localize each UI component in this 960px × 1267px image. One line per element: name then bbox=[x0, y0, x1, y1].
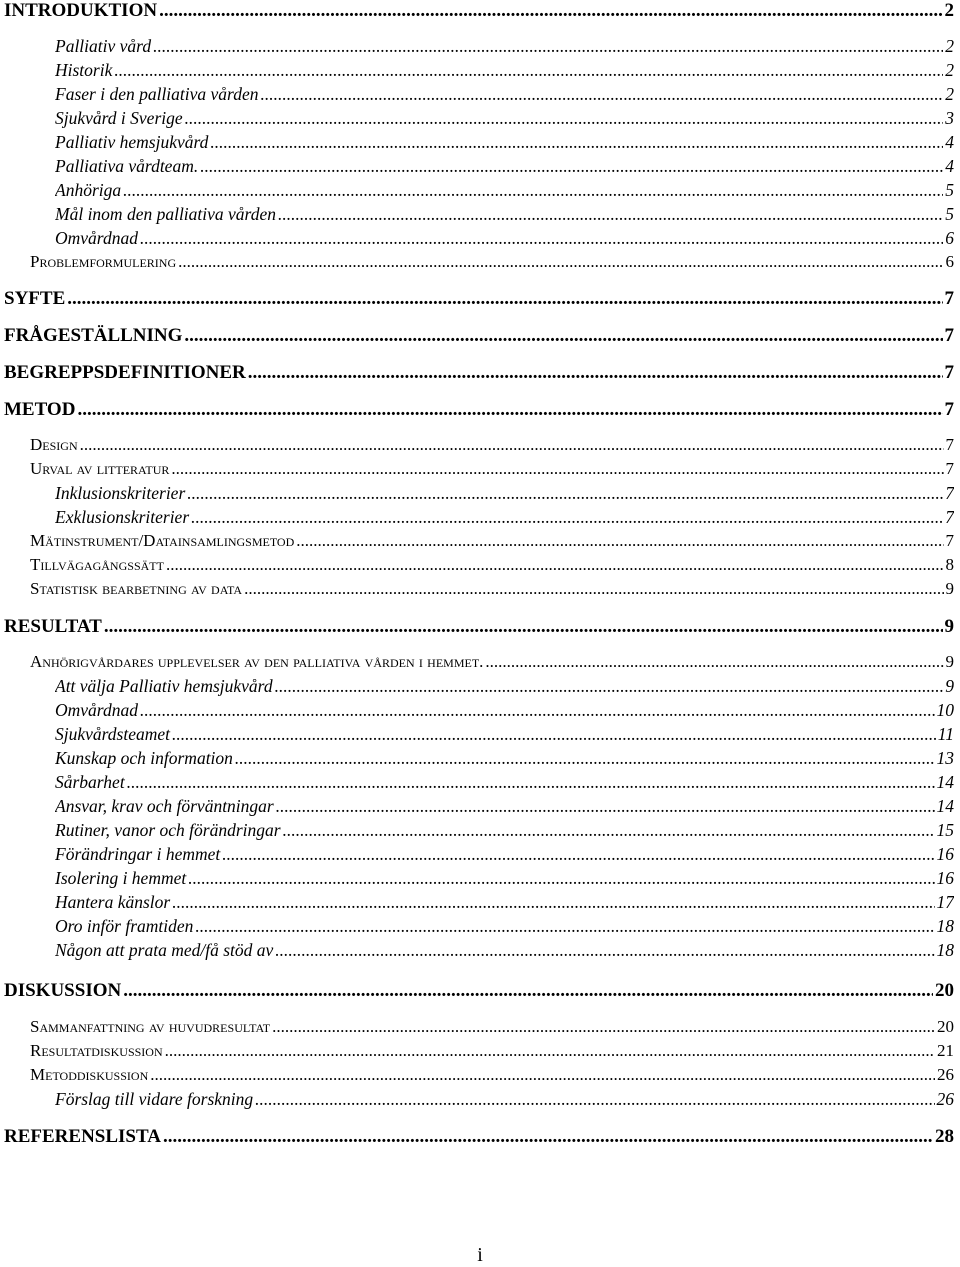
toc-entry-page: 5 bbox=[945, 204, 954, 224]
toc-dot-leader bbox=[255, 1089, 934, 1110]
toc-entry bbox=[55, 1089, 954, 1110]
toc-entry-title: Faser i den palliativa vården bbox=[55, 84, 259, 104]
toc-dot-leader bbox=[187, 483, 943, 504]
toc-dot-leader bbox=[104, 616, 943, 638]
toc-entry bbox=[55, 892, 954, 913]
toc-dot-leader bbox=[283, 820, 935, 841]
toc-dot-leader bbox=[172, 724, 936, 745]
toc-dot-leader bbox=[185, 108, 944, 129]
toc-entry-page: 28 bbox=[935, 1126, 954, 1147]
toc-entry-page: 6 bbox=[945, 252, 954, 271]
toc-entry-title: Historik bbox=[55, 60, 113, 80]
toc-entry-title: Resultatdiskussion bbox=[30, 1041, 163, 1060]
toc-entry-title: Urval av litteratur bbox=[30, 459, 170, 478]
toc-dot-leader bbox=[210, 132, 943, 153]
toc-entry bbox=[30, 252, 954, 272]
toc-entry bbox=[55, 204, 954, 225]
toc-dot-leader bbox=[260, 84, 943, 105]
toc-dot-leader bbox=[184, 325, 942, 347]
toc-entry-title: Tillvägagångssätt bbox=[30, 555, 164, 574]
toc-entry-title: INTRODUKTION bbox=[4, 0, 158, 21]
toc-entry-page: 9 bbox=[945, 579, 954, 598]
toc-entry-title: SYFTE bbox=[4, 288, 66, 309]
toc-dot-leader bbox=[188, 868, 934, 889]
toc-entry-page: 18 bbox=[936, 916, 954, 936]
toc-entry-page: 4 bbox=[945, 132, 954, 152]
toc-entry-page: 8 bbox=[945, 555, 954, 574]
toc-entry-title: Anhörigvårdares upplevelser av den palliativa vården i hemmet. bbox=[30, 652, 484, 671]
toc-entry bbox=[55, 180, 954, 201]
toc-entry-page: 7 bbox=[945, 507, 954, 527]
toc-entry bbox=[55, 940, 954, 961]
toc-entry-title: Att välja Palliativ hemsjukvård bbox=[55, 676, 273, 696]
toc-entry-page: 7 bbox=[945, 483, 954, 503]
toc-entry-title: Sjukvårdsteamet bbox=[55, 724, 171, 744]
toc-dot-leader bbox=[195, 916, 934, 937]
toc-dot-leader bbox=[235, 748, 935, 769]
toc-entry-title: Design bbox=[30, 435, 78, 454]
toc-entry-page: 10 bbox=[936, 700, 954, 720]
toc-entry-page: 7 bbox=[945, 531, 954, 550]
toc-dot-leader bbox=[248, 362, 943, 384]
toc-entry bbox=[55, 820, 954, 841]
toc-entry-title: Hantera känslor bbox=[55, 892, 171, 912]
toc-entry bbox=[55, 868, 954, 889]
toc-dot-leader bbox=[222, 844, 934, 865]
toc-dot-leader bbox=[123, 180, 943, 201]
toc-entry-page: 5 bbox=[945, 180, 954, 200]
toc-entry bbox=[30, 1065, 954, 1085]
toc-entry-title: METOD bbox=[4, 399, 76, 420]
toc-entry-page: 9 bbox=[944, 616, 954, 637]
toc-entry bbox=[4, 399, 954, 421]
toc-entry-title: Förslag till vidare forskning bbox=[55, 1089, 254, 1109]
toc-entry-title: Isolering i hemmet bbox=[55, 868, 187, 888]
toc-entry bbox=[55, 156, 954, 177]
toc-entry bbox=[55, 84, 954, 105]
toc-entry-page: 13 bbox=[936, 748, 954, 768]
toc-entry bbox=[30, 579, 954, 599]
toc-entry bbox=[4, 980, 954, 1002]
toc-entry bbox=[30, 435, 954, 455]
toc-entry-page: 26 bbox=[936, 1089, 954, 1109]
toc-entry-title: Oro inför framtiden bbox=[55, 916, 194, 936]
toc-dot-leader bbox=[278, 204, 943, 225]
toc-entry-title: RESULTAT bbox=[4, 616, 102, 637]
toc-entry-page: 26 bbox=[937, 1065, 954, 1084]
toc-dot-leader bbox=[165, 1041, 935, 1061]
toc-entry bbox=[55, 700, 954, 721]
toc-entry-page: 21 bbox=[937, 1041, 954, 1060]
toc-entry-page: 20 bbox=[935, 980, 954, 1001]
toc-entry-page: 9 bbox=[945, 676, 954, 696]
toc-entry-page: 14 bbox=[936, 796, 954, 816]
toc-entry-title: Någon att prata med/få stöd av bbox=[55, 940, 274, 960]
toc-entry bbox=[55, 916, 954, 937]
toc-dot-leader bbox=[127, 772, 935, 793]
toc-entry-title: DISKUSSION bbox=[4, 980, 122, 1001]
toc-entry-page: 2 bbox=[945, 36, 954, 56]
toc-entry-title: Rutiner, vanor och förändringar bbox=[55, 820, 281, 840]
toc-entry-title: Palliativ vård bbox=[55, 36, 152, 56]
toc-entry-title: Omvårdnad bbox=[55, 700, 138, 720]
toc-entry-page: 7 bbox=[944, 325, 954, 346]
toc-entry bbox=[55, 772, 954, 793]
toc-entry-page: 18 bbox=[936, 940, 954, 960]
page-number: i bbox=[477, 1244, 483, 1266]
toc-entry-title: Exklusionskriterier bbox=[55, 507, 190, 527]
toc-entry-page: 7 bbox=[944, 362, 954, 383]
toc-dot-leader bbox=[172, 892, 934, 913]
toc-entry bbox=[30, 1041, 954, 1061]
toc-entry bbox=[4, 616, 954, 638]
toc-dot-leader bbox=[67, 288, 942, 310]
toc-dot-leader bbox=[163, 1126, 933, 1148]
toc-dot-leader bbox=[200, 156, 943, 177]
toc-entry-title: BEGREPPSDEFINITIONER bbox=[4, 362, 246, 383]
toc-dot-leader bbox=[171, 459, 943, 479]
toc-entry bbox=[55, 36, 954, 57]
toc-dot-leader bbox=[485, 652, 943, 672]
toc-entry bbox=[55, 724, 954, 745]
toc-entry-title: Inklusionskriterier bbox=[55, 483, 186, 503]
toc-entry bbox=[4, 288, 954, 310]
toc-entry-title: Sårbarhet bbox=[55, 772, 125, 792]
toc-dot-leader bbox=[296, 531, 943, 551]
toc-dot-leader bbox=[77, 399, 942, 421]
toc-entry bbox=[55, 108, 954, 129]
toc-entry bbox=[4, 0, 954, 22]
toc-entry-title: Sjukvård i Sverige bbox=[55, 108, 183, 128]
toc-dot-leader bbox=[140, 228, 943, 249]
toc-dot-leader bbox=[276, 796, 935, 817]
toc-entry-title: Omvårdnad bbox=[55, 228, 138, 248]
toc-entry bbox=[4, 325, 954, 347]
toc-dot-leader bbox=[140, 700, 935, 721]
toc-entry bbox=[30, 652, 954, 672]
toc-entry-page: 3 bbox=[945, 108, 954, 128]
toc-entry bbox=[55, 748, 954, 769]
toc-entry-page: 16 bbox=[936, 844, 954, 864]
toc-entry bbox=[4, 362, 954, 384]
toc-entry-title: FRÅGESTÄLLNING bbox=[4, 325, 183, 346]
toc-entry-title: Förändringar i hemmet bbox=[55, 844, 221, 864]
toc-entry-title: Palliativ hemsjukvård bbox=[55, 132, 209, 152]
toc-dot-leader bbox=[275, 676, 944, 697]
toc-entry-page: 4 bbox=[945, 156, 954, 176]
toc-entry bbox=[55, 844, 954, 865]
toc-dot-leader bbox=[80, 435, 944, 455]
toc-entry-page: 14 bbox=[936, 772, 954, 792]
toc-entry-page: 2 bbox=[945, 84, 954, 104]
toc-entry bbox=[30, 1017, 954, 1037]
toc-entry bbox=[55, 483, 954, 504]
toc-entry-page: 16 bbox=[936, 868, 954, 888]
toc-entry-page: 17 bbox=[936, 892, 954, 912]
toc-entry-page: 7 bbox=[945, 459, 954, 478]
toc-entry bbox=[55, 132, 954, 153]
toc-dot-leader bbox=[275, 940, 934, 961]
toc-entry bbox=[4, 1126, 954, 1148]
toc-entry-page: 11 bbox=[937, 724, 954, 744]
toc-dot-leader bbox=[150, 1065, 935, 1085]
toc-dot-leader bbox=[123, 980, 933, 1002]
toc-dot-leader bbox=[159, 0, 942, 22]
toc-entry-page: 7 bbox=[944, 399, 954, 420]
toc-entry-title: Statistisk bearbetning av data bbox=[30, 579, 243, 598]
toc-entry-page: 7 bbox=[945, 435, 954, 454]
toc-entry-page: 2 bbox=[945, 60, 954, 80]
toc-dot-leader bbox=[114, 60, 943, 81]
toc-entry-title: Mätinstrument/Datainsamlingsmetod bbox=[30, 531, 295, 550]
toc-entry-title: Ansvar, krav och förväntningar bbox=[55, 796, 274, 816]
toc-entry-page: 20 bbox=[937, 1017, 954, 1036]
toc-entry-page: 9 bbox=[945, 652, 954, 671]
toc-entry-page: 7 bbox=[944, 288, 954, 309]
toc-entry-title: Palliativa vårdteam. bbox=[55, 156, 199, 176]
toc-entry bbox=[55, 676, 954, 697]
toc-dot-leader bbox=[166, 555, 944, 575]
toc-entry-page: 6 bbox=[945, 228, 954, 248]
toc-entry-title: REFERENSLISTA bbox=[4, 1126, 161, 1147]
toc-entry bbox=[55, 60, 954, 81]
toc-entry bbox=[55, 796, 954, 817]
toc-entry bbox=[30, 555, 954, 575]
toc-entry bbox=[30, 531, 954, 551]
toc-dot-leader bbox=[244, 579, 943, 599]
toc-entry-title: Metoddiskussion bbox=[30, 1065, 149, 1084]
toc-entry-title: Sammanfattning av huvudresultat bbox=[30, 1017, 271, 1036]
toc-dot-leader bbox=[178, 252, 943, 272]
toc-entry-title: Anhöriga bbox=[55, 180, 122, 200]
toc-dot-leader bbox=[272, 1017, 935, 1037]
toc-entry-title: Kunskap och information bbox=[55, 748, 233, 768]
toc-entry-title: Problemformulering bbox=[30, 252, 177, 271]
toc-entry-title: Mål inom den palliativa vården bbox=[55, 204, 276, 224]
toc-entry bbox=[55, 507, 954, 528]
toc-dot-leader bbox=[153, 36, 943, 57]
toc-dot-leader bbox=[191, 507, 943, 528]
toc-entry bbox=[30, 459, 954, 479]
toc-entry-page: 2 bbox=[944, 0, 954, 21]
toc-entry-page: 15 bbox=[936, 820, 954, 840]
toc-entry bbox=[55, 228, 954, 249]
